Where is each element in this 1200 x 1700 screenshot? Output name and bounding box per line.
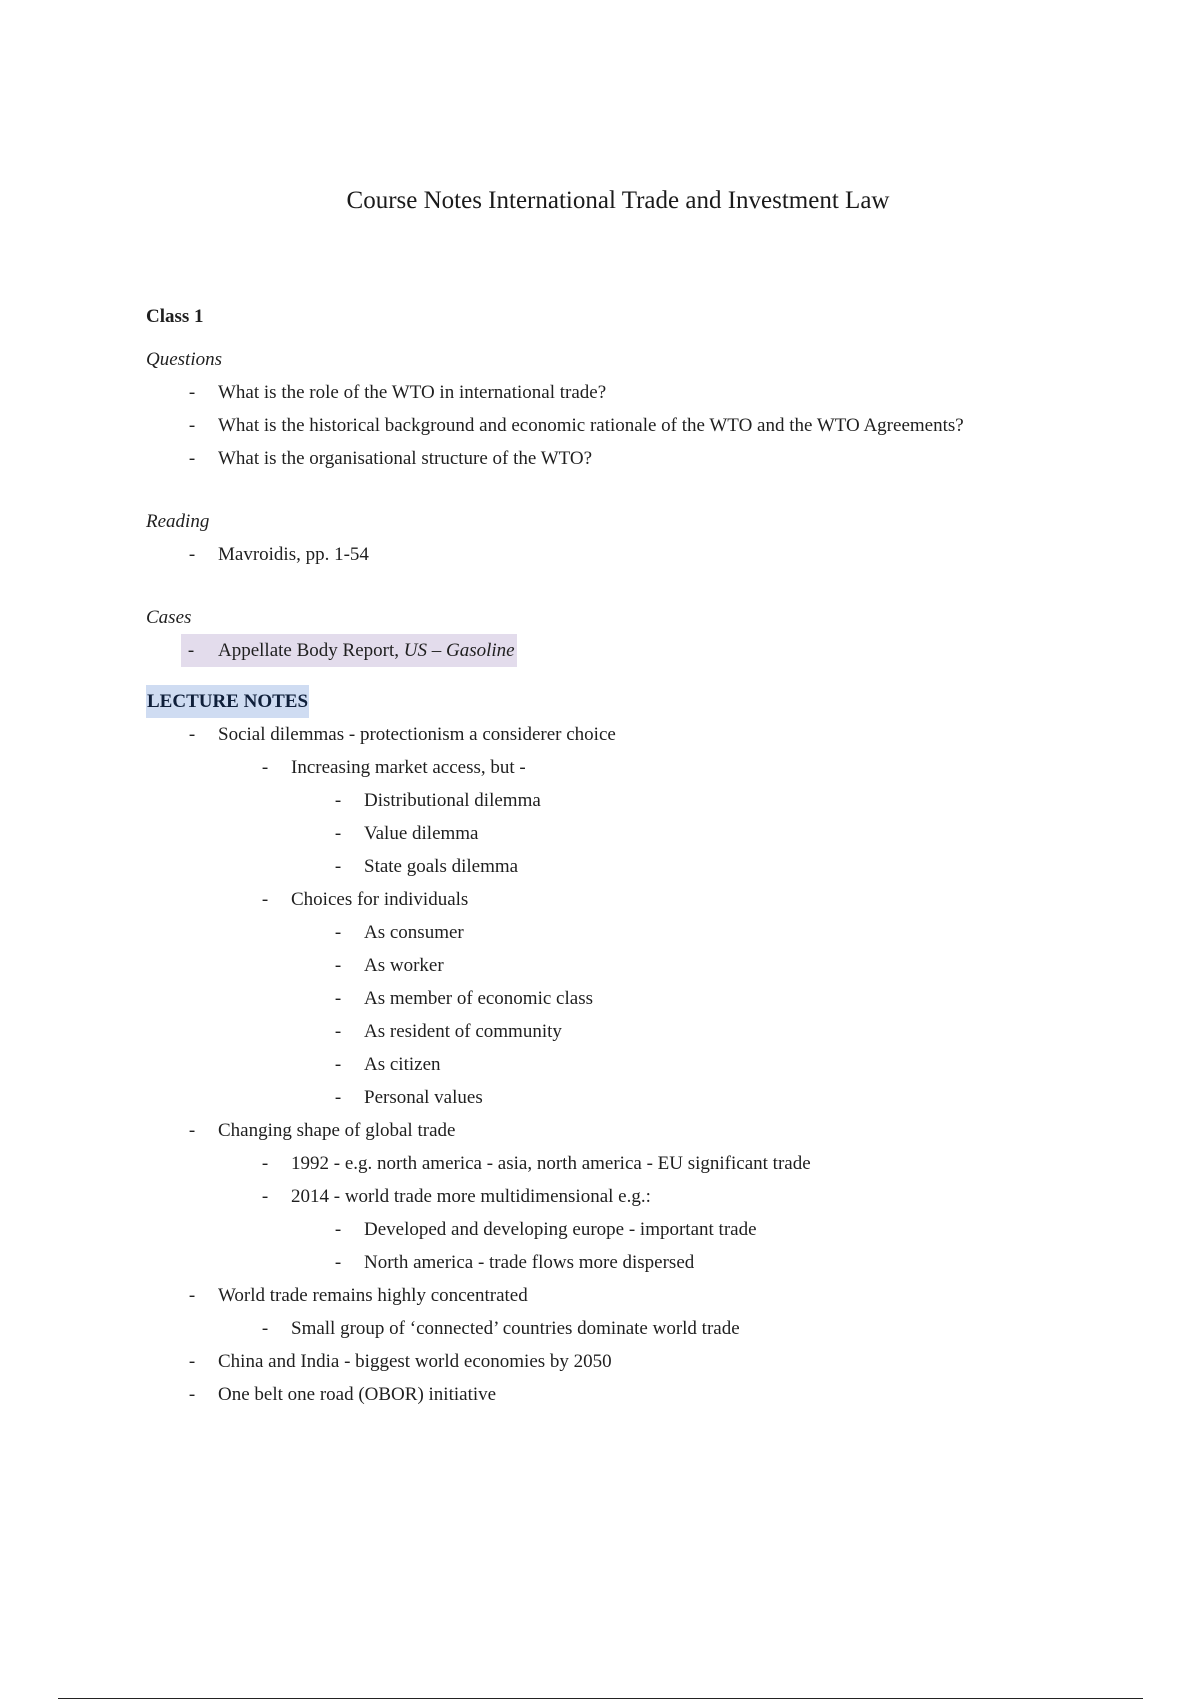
- cases-section: [146, 601, 1146, 667]
- lecture-item-level-2: [261, 751, 1146, 883]
- lecture-sublist: [291, 1213, 1146, 1279]
- lecture-item-level-3: [334, 850, 1146, 883]
- dash-bullet: -: [187, 640, 195, 661]
- question-item: [188, 376, 1146, 409]
- lecture-sublist: [218, 1312, 1146, 1345]
- cases-list: [146, 634, 1146, 667]
- reading-section: [146, 505, 1146, 571]
- dash-bullet: -: [261, 889, 269, 910]
- lecture-item-text: As resident of community: [364, 1021, 562, 1042]
- dash-bullet: -: [334, 955, 342, 976]
- lecture-item-level-1: [188, 1279, 1146, 1345]
- dash-bullet: -: [334, 1219, 342, 1240]
- lecture-item-text: As member of economic class: [364, 988, 593, 1009]
- dash-bullet: -: [334, 988, 342, 1009]
- lecture-item-level-2: [261, 1147, 1146, 1180]
- lecture-list: [146, 718, 1146, 1411]
- dash-bullet: -: [334, 823, 342, 844]
- lecture-item-text: As consumer: [364, 922, 464, 943]
- question-item: [188, 442, 1146, 475]
- document-title: Course Notes International Trade and Investment Law: [346, 187, 890, 214]
- question-text: What is the organisational structure of the WTO?: [218, 448, 593, 469]
- lecture-item-level-1: [188, 718, 1146, 1114]
- dash-bullet: -: [334, 1054, 342, 1075]
- lecture-item-level-1: [188, 1114, 1146, 1279]
- case-text-name: US – Gasoline: [403, 640, 515, 661]
- lecture-item-text: Distributional dilemma: [364, 790, 541, 811]
- lecture-item-level-2: [261, 883, 1146, 1114]
- lecture-item-level-3: [334, 1081, 1146, 1114]
- lecture-item-level-3: [334, 1246, 1146, 1279]
- question-text: What is the historical background and economic rationale of the WTO and the WTO Agreements?: [218, 415, 964, 436]
- cases-label: Cases: [146, 607, 192, 628]
- dash-bullet: -: [334, 1087, 342, 1108]
- dash-bullet: -: [261, 1318, 269, 1339]
- lecture-item-level-3: [334, 1015, 1146, 1048]
- lecture-item-level-3: [334, 1213, 1146, 1246]
- dash-bullet: -: [261, 1186, 269, 1207]
- document-body: [146, 300, 1146, 1411]
- dash-bullet: -: [188, 382, 196, 403]
- dash-bullet: -: [188, 415, 196, 436]
- dash-bullet: -: [188, 1120, 196, 1141]
- question-text: What is the role of the WTO in international trade?: [218, 382, 607, 403]
- dash-bullet: -: [261, 1153, 269, 1174]
- lecture-sublist: [291, 784, 1146, 883]
- lecture-item-level-1: [188, 1378, 1146, 1411]
- lecture-item-text: As worker: [364, 955, 444, 976]
- dash-bullet: -: [188, 1351, 196, 1372]
- dash-bullet: -: [334, 1252, 342, 1273]
- lecture-sublist: [291, 916, 1146, 1114]
- lecture-item-level-3: [334, 916, 1146, 949]
- lecture-item-level-3: [334, 1048, 1146, 1081]
- lecture-item-text: As citizen: [364, 1054, 441, 1075]
- case-highlight: [181, 634, 517, 667]
- case-item: [187, 634, 1146, 667]
- dash-bullet: -: [188, 544, 196, 565]
- lecture-section: [146, 667, 1146, 1411]
- lecture-item-level-1: [188, 1345, 1146, 1378]
- question-item: [188, 409, 1146, 442]
- dash-bullet: -: [261, 757, 269, 778]
- lecture-item-level-3: [334, 982, 1146, 1015]
- questions-list: [146, 376, 1146, 475]
- lecture-item-text: 1992 - e.g. north america - asia, north america - EU significant trade: [291, 1153, 811, 1174]
- lecture-item-level-2: [261, 1312, 1146, 1345]
- lecture-item-text: Personal values: [364, 1087, 483, 1108]
- lecture-item-level-2: [261, 1180, 1146, 1279]
- dash-bullet: -: [188, 1285, 196, 1306]
- lecture-sublist: [218, 1147, 1146, 1279]
- dash-bullet: -: [188, 448, 196, 469]
- lecture-heading: LECTURE NOTES: [146, 685, 309, 718]
- case-text-prefix: Appellate Body Report,: [218, 640, 404, 661]
- dash-bullet: -: [334, 922, 342, 943]
- lecture-item-text: World trade remains highly concentrated: [218, 1285, 528, 1306]
- reading-label: Reading: [146, 511, 210, 532]
- dash-bullet: -: [334, 1021, 342, 1042]
- footer-rule: [58, 1698, 1143, 1699]
- class-heading: Class 1: [146, 306, 204, 327]
- lecture-item-text: One belt one road (OBOR) initiative: [218, 1384, 497, 1405]
- reading-text: Mavroidis, pp. 1-54: [218, 544, 369, 565]
- lecture-item-text: Value dilemma: [364, 823, 479, 844]
- lecture-item-text: Choices for individuals: [291, 889, 469, 910]
- lecture-item-level-3: [334, 784, 1146, 817]
- lecture-item-text: Developed and developing europe - important trade: [364, 1219, 757, 1240]
- lecture-item-text: Increasing market access, but -: [291, 757, 526, 778]
- reading-list: [146, 538, 1146, 571]
- lecture-item-text: Small group of ‘connected’ countries dominate world trade: [291, 1318, 740, 1339]
- dash-bullet: -: [188, 1384, 196, 1405]
- lecture-item-text: Social dilemmas - protectionism a considerer choice: [218, 724, 616, 745]
- dash-bullet: -: [334, 856, 342, 877]
- reading-item: [188, 538, 1146, 571]
- lecture-item-text: State goals dilemma: [364, 856, 519, 877]
- questions-section: [146, 343, 1146, 475]
- questions-label: Questions: [146, 349, 222, 370]
- dash-bullet: -: [188, 724, 196, 745]
- lecture-item-text: China and India - biggest world economies by 2050: [218, 1351, 612, 1372]
- lecture-sublist: [218, 751, 1146, 1114]
- dash-bullet: -: [334, 790, 342, 811]
- lecture-item-text: 2014 - world trade more multidimensional e.g.:: [291, 1186, 651, 1207]
- lecture-item-level-3: [334, 817, 1146, 850]
- lecture-item-text: Changing shape of global trade: [218, 1120, 456, 1141]
- lecture-item-text: North america - trade flows more dispersed: [364, 1252, 695, 1273]
- lecture-item-level-3: [334, 949, 1146, 982]
